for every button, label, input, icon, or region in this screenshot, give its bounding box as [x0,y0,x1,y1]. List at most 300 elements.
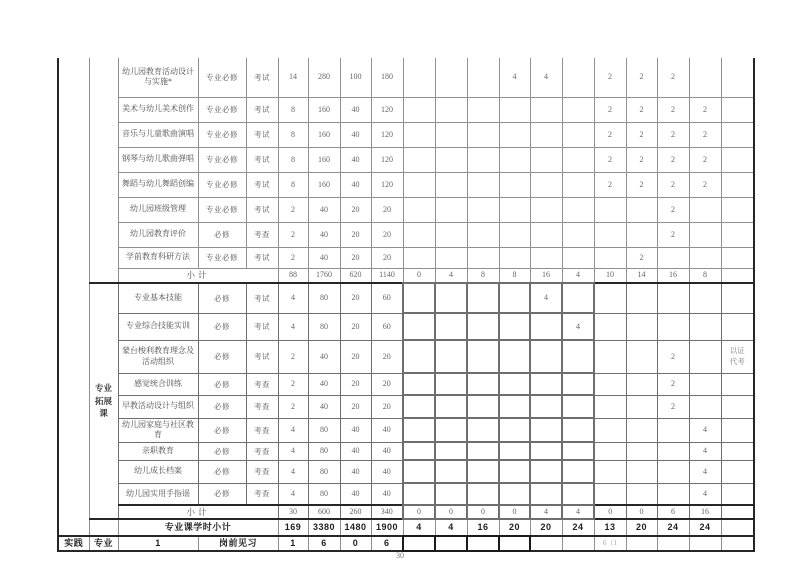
empty-grid-cell [562,313,594,340]
value-cell [340,505,371,519]
cell-text: 考查 [254,402,270,411]
empty-cell [467,97,499,122]
cell-text: 2 [671,351,675,361]
empty-grid-cell [467,418,499,442]
empty-grid-cell [499,460,530,483]
cell-text: 16 [542,270,550,280]
cell-text: 40 [351,425,360,435]
course-nature-cell [198,97,246,122]
empty-grid-cell [435,483,467,505]
value-cell [278,418,308,442]
value-cell [689,442,721,460]
course-name-cell [118,197,198,222]
value-cell [403,268,435,283]
empty-cell [499,197,530,222]
empty-cell [435,222,467,247]
empty-cell [657,483,689,505]
empty-cell [594,418,626,442]
cell-text: 40 [320,379,328,389]
empty-cell [562,147,594,172]
empty-cell [403,147,435,172]
empty-grid-cell [467,373,499,395]
value-cell [689,418,721,442]
course-nature-cell [198,197,246,222]
remarks-cell [721,283,754,313]
value-cell [340,483,371,505]
cell-text: 2 [639,179,644,189]
course-name-cell [118,147,198,172]
empty-cell [562,172,594,197]
course-nature-cell [198,395,246,418]
cell-text: 2 [291,351,295,361]
course-nature-cell [246,222,278,247]
cell-text: 幼儿园家庭与社区教育 [122,419,194,439]
empty-cell [689,313,721,340]
cell-text: 专业课学时小计 [164,522,232,533]
value-cell [626,505,657,519]
value-cell [308,222,340,247]
value-cell [308,122,340,147]
cell-text: 80 [320,321,328,331]
course-nature-cell [246,460,278,483]
empty-grid-cell [435,283,467,313]
course-nature-cell [198,442,246,460]
cell-text: 14 [637,270,646,280]
value-cell [278,442,308,460]
value-cell [594,97,626,122]
cell-text: 4 [291,293,295,303]
empty-grid-cell [403,536,435,551]
cell-text: 实践 [64,538,84,549]
cell-text: 4 [703,488,707,498]
value-cell [626,147,657,172]
course-nature-cell [198,460,246,483]
cell-text: 2 [671,179,675,189]
cell-text: 160 [318,179,330,189]
empty-cell [530,536,562,551]
cell-text: 专业必修 [206,72,238,82]
cell-text: 80 [320,293,328,303]
empty-cell [689,222,721,247]
empty-cell [657,536,689,551]
value-cell [278,505,308,519]
empty-cell [594,222,626,247]
empty-grid-cell [403,505,435,519]
practice-item-number [118,536,198,551]
value-cell [371,442,403,460]
cell-text: 40 [351,446,360,456]
cell-text: 40 [320,351,328,361]
cell-text: 40 [351,129,360,139]
empty-grid-cell [499,536,530,551]
value-cell [594,58,626,97]
value-cell [308,505,340,519]
value-cell [371,373,403,395]
total-row-cell [626,519,657,536]
remarks-cell [721,222,754,247]
value-cell [308,395,340,418]
value-cell [657,340,689,373]
remark-certificate-exam [721,340,754,373]
cell-text: 30 [289,507,297,517]
empty-grid-cell [435,313,467,340]
cell-text: 考试 [254,352,270,361]
cell-text: 2 [671,229,675,239]
value-cell [308,483,340,505]
cell-text: 2 [291,252,295,262]
empty-cell [594,483,626,505]
empty-cell [403,58,435,97]
cell-text: 2 [639,154,644,164]
course-nature-cell [198,340,246,373]
remarks-cell [721,313,754,340]
value-cell [340,460,371,483]
cell-text: 160 [318,129,330,139]
value-cell [657,172,689,197]
value-cell [594,505,626,519]
cell-text: 40 [351,179,360,189]
cell-text: 4 [703,466,707,476]
empty-cell [562,197,594,222]
value-cell [308,172,340,197]
value-cell [278,222,308,247]
value-cell [308,340,340,373]
empty-cell [626,395,657,418]
cell-text: 2 [639,72,644,82]
total-row-cell [657,519,689,536]
empty-grid-cell [403,283,435,313]
value-cell [278,340,308,373]
value-cell [308,373,340,395]
page-number: 30 [396,551,404,560]
remarks-cell [721,418,754,442]
empty-grid-cell [467,313,499,340]
cell-text: 必修 [214,489,230,499]
cell-text: 8 [291,154,295,164]
cell-text: 2 [291,229,295,239]
remarks-cell [721,122,754,147]
empty-grid-cell [499,442,530,460]
value-cell [308,283,340,313]
total-row-cell [403,519,435,536]
cell-text: 专业基本技能 [134,293,182,303]
empty-grid-cell [530,283,562,313]
cell-text: 舞蹈与幼儿舞蹈创编 [122,179,194,189]
cell-text: 8 [291,104,295,114]
value-cell [435,268,467,283]
cell-text: 必修 [214,379,230,389]
value-cell [530,268,562,283]
cell-text: 4 [576,507,580,517]
value-cell [657,147,689,172]
empty-cell [594,395,626,418]
empty-cell [562,97,594,122]
empty-grid-cell [530,505,562,519]
empty-grid-cell [435,536,467,551]
value-cell [308,460,340,483]
cell-text: 专业必修 [206,130,238,139]
cell-text: 幼儿园教育评价 [130,229,186,239]
cell-text: 岗前见习 [218,538,257,549]
cell-text: 1140 [379,270,395,280]
value-cell [371,172,403,197]
cell-text: 4 [576,270,580,280]
cell-text: 4 [703,425,707,435]
value-cell [340,172,371,197]
cell-text: 40 [382,446,391,456]
cell-text: 120 [381,154,393,164]
value-cell [371,418,403,442]
empty-cell [657,313,689,340]
cell-text: 2 [671,129,675,139]
empty-cell [626,536,657,551]
empty-cell [435,147,467,172]
value-cell [278,197,308,222]
value-cell [626,268,657,283]
course-name-cell [118,122,198,147]
value-cell [657,122,689,147]
course-name-cell [118,442,198,460]
cell-text: 0 [417,507,421,517]
remarks-cell [721,97,754,122]
empty-cell [562,58,594,97]
cell-text: 幼儿园实用手指谣 [126,488,190,498]
cell-text: 4 [544,293,548,303]
cell-text: 专业必修 [206,155,238,164]
cell-text: 4 [291,321,295,331]
empty-grid-cell [403,340,435,373]
course-nature-cell [246,147,278,172]
cell-text: 小计 [186,506,210,517]
value-cell [371,313,403,340]
empty-cell [657,460,689,483]
value-cell [278,313,308,340]
empty-cell [594,460,626,483]
course-name-cell [118,313,198,340]
empty-cell [689,340,721,373]
value-cell [340,395,371,418]
value-cell [467,268,499,283]
cell-text: 考查 [254,379,270,389]
remarks-cell [721,519,754,536]
cell-text: 2 [703,104,707,114]
cell-text: 20 [351,351,360,361]
cell-text: 20 [383,252,391,262]
cell-text: 40 [382,425,391,435]
cell-text: 考查 [254,425,270,435]
empty-cell [530,97,562,122]
cell-text: 必修 [214,425,230,435]
cell-text: 3380 [312,522,336,533]
value-cell [278,172,308,197]
value-cell [594,268,626,283]
value-cell [340,340,371,373]
value-cell [308,247,340,268]
course-nature-cell [246,340,278,373]
cell-text: 8 [703,270,707,280]
cell-text: 2 [671,104,675,114]
empty-cell [657,283,689,313]
cell-text: 20 [635,522,647,533]
cell-text: 20 [382,401,391,411]
cell-text: 600 [318,507,330,517]
empty-grid-cell [403,373,435,395]
cell-text: 20 [508,522,520,533]
cell-text: 24 [667,522,679,533]
value-cell [278,395,308,418]
cell-text: 专业拓展课 [94,382,112,419]
cell-text: 以证代考 [729,346,745,366]
course-nature-cell [198,313,246,340]
value-cell [371,122,403,147]
value-cell [657,197,689,222]
cell-text: 120 [381,129,393,139]
value-cell [371,460,403,483]
cell-text: 2 [703,129,707,139]
cell-text: 88 [289,270,297,280]
cell-text: 早教活动设计与组织 [122,401,194,411]
empty-cell [594,442,626,460]
remarks-cell [721,197,754,222]
value-cell [278,268,308,283]
cell-text: 考查 [254,230,270,239]
course-nature-cell [246,373,278,395]
practice-row-cell [340,536,371,551]
empty-cell [530,222,562,247]
empty-cell [562,222,594,247]
empty-grid-cell [499,313,530,340]
cell-text: 专业必修 [206,253,238,262]
empty-grid-cell [403,483,435,505]
cell-text: 必修 [214,402,230,411]
cell-text: 4 [576,321,580,331]
value-cell [308,313,340,340]
empty-grid-cell [530,340,562,373]
cell-text: 8 [481,270,485,280]
cell-text: 专业必修 [206,205,238,214]
empty-cell [689,536,721,551]
value-cell [340,222,371,247]
empty-cell [594,340,626,373]
cell-text: 专业必修 [206,180,238,189]
cell-text: 考试 [254,105,270,114]
empty-grid-cell [435,373,467,395]
cell-text: 169 [284,522,302,533]
cell-text: 必修 [214,352,230,361]
course-nature-cell [246,122,278,147]
value-cell [278,373,308,395]
cell-text: 4 [449,270,453,280]
cell-text: 280 [318,72,330,82]
empty-grid-cell [403,313,435,340]
empty-cell [562,247,594,268]
empty-cell [530,197,562,222]
value-cell [689,122,721,147]
cell-text: 20 [351,252,360,262]
course-nature-cell [246,283,278,313]
cell-text: 0 [608,507,613,517]
cell-text: 20 [540,522,552,533]
empty-grid-cell [467,483,499,505]
value-cell [371,58,403,97]
empty-grid-cell [467,505,499,519]
empty-cell [467,58,499,97]
cell-text: 13 [604,522,616,533]
empty-cell [499,222,530,247]
empty-grid-cell [562,340,594,373]
cell-text: 60 [382,321,391,331]
cell-text: 必修 [214,467,230,476]
empty-grid-cell [467,460,499,483]
total-row-cell [467,519,499,536]
course-name-cell [118,97,198,122]
value-cell [278,122,308,147]
cell-text: 2 [639,252,644,262]
cell-text: 8 [512,270,517,280]
value-cell [626,58,657,97]
cell-text: 必修 [214,446,230,456]
empty-cell [435,97,467,122]
value-cell [657,395,689,418]
empty-cell [689,373,721,395]
empty-cell [626,483,657,505]
empty-grid-cell [499,340,530,373]
empty-grid-cell [499,418,530,442]
cell-text: 120 [381,104,393,114]
course-name-cell [118,283,198,313]
curriculum-table [57,58,755,552]
empty-cell [689,283,721,313]
course-name-cell [118,483,198,505]
value-cell [340,418,371,442]
course-name-cell [118,373,198,395]
value-cell [657,373,689,395]
course-name-cell [118,58,198,97]
value-cell [371,395,403,418]
cell-text: 必修 [214,293,230,303]
value-cell [308,197,340,222]
course-nature-cell [198,172,246,197]
empty-grid-cell [530,373,562,395]
empty-cell [626,222,657,247]
empty-cell [530,247,562,268]
cell-text: 60 [382,293,391,303]
remarks-cell [721,172,754,197]
cell-text: 2 [703,154,707,164]
empty-grid-cell [467,283,499,313]
value-cell [371,505,403,519]
value-cell [371,483,403,505]
empty-grid-cell [530,313,562,340]
cell-text: 2 [608,104,612,114]
empty-cell [626,283,657,313]
remarks-cell [721,247,754,268]
cell-text: 1 [155,538,161,549]
cell-text: 20 [351,379,360,389]
empty-grid-cell [435,340,467,373]
value-cell [657,97,689,122]
cell-text: 40 [351,466,360,476]
cell-text: 2 [671,154,675,164]
empty-grid-cell [467,442,499,460]
empty-grid-cell [530,418,562,442]
value-cell [594,172,626,197]
total-row-cell [530,519,562,536]
empty-cell [403,172,435,197]
empty-cell [403,222,435,247]
cell-text: 0 [639,507,644,517]
cell-text: 20 [351,229,360,239]
